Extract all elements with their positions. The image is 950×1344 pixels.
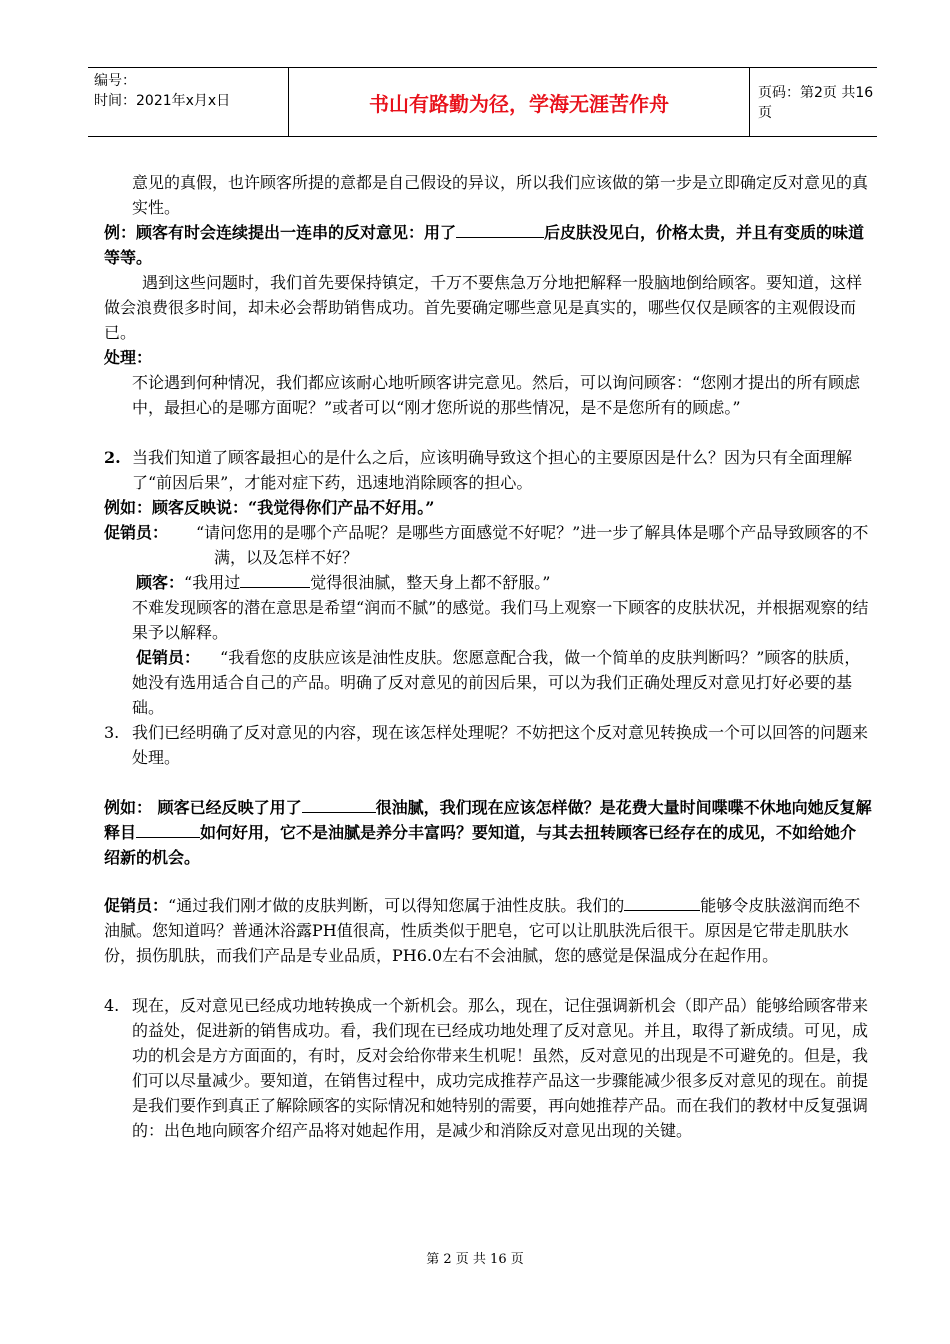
handle-label: 处理： [104, 348, 153, 367]
example-1: 例：顾客有时会连续提出一连串的反对意见：用了 后皮肤没见白，价格太贵，并且有变质的味道等等。 [104, 223, 865, 267]
promoter-3: 促销员：“通过我们刚才做的皮肤判断，可以得知您属于油性皮肤。我们的 能够令皮肤滋润而绝不油腻。您知道吗？普通沐浴露PH值很高，性质类似于肥皂，它可以让肌肤洗后很干。原因是它带走肌肤水份，损伤肌肤，而我们产品是专业品质，PH6.0左右不会油腻，您的感觉是保温成分在起作用。 [104, 896, 861, 965]
paragraph-2: 遇到这些问题时，我们首先要保持镇定，千万不要焦急万分地把解释一股脑地倒给顾客。要知道，这样做会浪费很多时间，却未必会帮助销售成功。首先要确定哪些意见是真实的，哪些仅仅是顾客的主观假设而已。 [104, 273, 863, 342]
item-4-text: 现在，反对意见已经成功地转换成一个新机会。那么，现在，记住强调新机会（即产品）能够给顾客带来的益处，促进新的销售成功。看，我们现在已经成功地处理了反对意见。并且，取得了新成绩。可见，成功的机会是方方面面的，有时，反对会给你带来生机呢！虽然，反对意见的出现是不可避免的。但是，我们可以尽量减少。要知道，在销售过程中，成功完成推荐产品这一步骤能减少很多反对意见的现在。前提是我们要作到真正了解除顾客的实际情况和她特别的需要，再向她推荐产品。而在我们的教材中反复强调的：出色地向顾客介绍产品将对她起作用，是减少和消除反对意见出现的关键。 [132, 996, 869, 1140]
number-label: 编号： [94, 73, 136, 89]
header-motto: 书山有路勤为径，学海无涯苦作舟 [288, 68, 750, 136]
item-4-number: 4. [104, 996, 120, 1015]
promoter-1-label: 促销员： [104, 523, 169, 542]
item-2-number: 2. [104, 448, 121, 467]
page-header [88, 67, 877, 137]
promoter-1-text: “请问您用的是哪个产品呢？是哪些方面感觉不好呢？”进一步了解具体是哪个产品导致顾客的不满，以及怎样不好？ [196, 523, 869, 567]
paragraph-1: 意见的真假，也许顾客所提的意都是自己假设的异议，所以我们应该做的第一步是立即确定反对意见的真实性。 [132, 173, 869, 217]
promoter-2: 促销员： “我看您的皮肤应该是油性皮肤。您愿意配合我，做一个简单的皮肤判断吗？”顾客的肤质，她没有选用适合自己的产品。明确了反对意见的前因后果，可以为我们正确处理反对意见打好必要的基础。 [132, 648, 861, 717]
time-label: 时间：2021年x月x日 [94, 93, 231, 109]
example-2: 例如：顾客反映说：“我觉得你们产品不好用。” [104, 498, 435, 517]
page-footer: 第 2 页 共 16 页 [426, 1252, 524, 1267]
item-2-text: 当我们知道了顾客最担心的是什么之后，应该明确导致这个担心的主要原因是什么？因为只有全面理解了“前因后果”，才能对症下药，迅速地消除顾客的担心。 [132, 448, 853, 492]
item-3-text: 我们已经明确了反对意见的内容，现在该怎样处理呢？不妨把这个反对意见转换成一个可以回答的问题来处理。 [132, 723, 869, 767]
customer-line: 顾客：“我用过 觉得很油腻，整天身上都不舒服。” [136, 573, 551, 592]
header-page-info: 页码：第2页 共16页 [758, 85, 874, 121]
paragraph-4: 不难发现顾客的潜在意思是希望“润而不腻”的感觉。我们马上观察一下顾客的皮肤状况，并根据观察的结果予以解释。 [132, 598, 869, 642]
paragraph-3: 不论遇到何种情况，我们都应该耐心地听顾客讲完意见。然后，可以询问顾客：“您刚才提出的所有顾虑中，最担心的是哪方面呢？”或者可以“刚才您所说的那些情况，是不是您所有的顾虑。” [132, 373, 861, 417]
item-3-number: 3. [104, 723, 120, 742]
header-meta [88, 68, 288, 139]
example-3: 例如： 顾客已经反映了用了 很油腻，我们现在应该怎样做？是花费大量时间喋喋不休地向她反复解释目 如何好用，它不是油腻是养分丰富吗？要知道，与其去扭转顾客已经存在的成见，不如给她介绍新的机会。 [104, 798, 872, 867]
